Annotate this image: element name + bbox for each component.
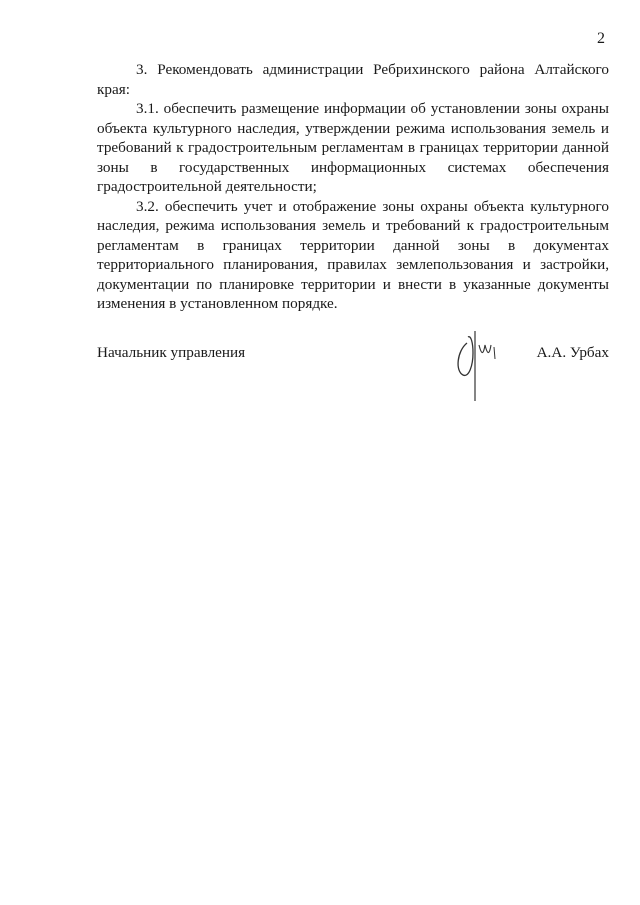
signer-name: А.А. Урбах bbox=[536, 344, 609, 361]
paragraph-3-1: 3.1. обеспечить размещение информации об установлении зоны охраны объекта культурного наследия, утверждении режима использования земель и требований к градостроительным регламентам в границах территории данной зоны в государственных информационных системах обеспечения градостроительной деятельности; bbox=[97, 100, 609, 195]
signer-title: Начальник управления bbox=[97, 344, 246, 361]
paragraph-3: 3. Рекомендовать администрации Ребрихинского района Алтайского края: bbox=[97, 61, 609, 98]
handwritten-signature bbox=[449, 323, 519, 403]
signature-block bbox=[97, 343, 609, 363]
document-body bbox=[97, 60, 609, 314]
paragraph-3-2: 3.2. обеспечить учет и отображение зоны охраны объекта культурного наследия, режима использования земель и требований к градостроительным регламентам в границах территории данной зоны в документах территориального планирования, правилах землепользования и застройки, документации по планировке территории и внести в указанные документы изменения в установленном порядке. bbox=[97, 197, 609, 312]
page-number: 2 bbox=[597, 30, 605, 47]
